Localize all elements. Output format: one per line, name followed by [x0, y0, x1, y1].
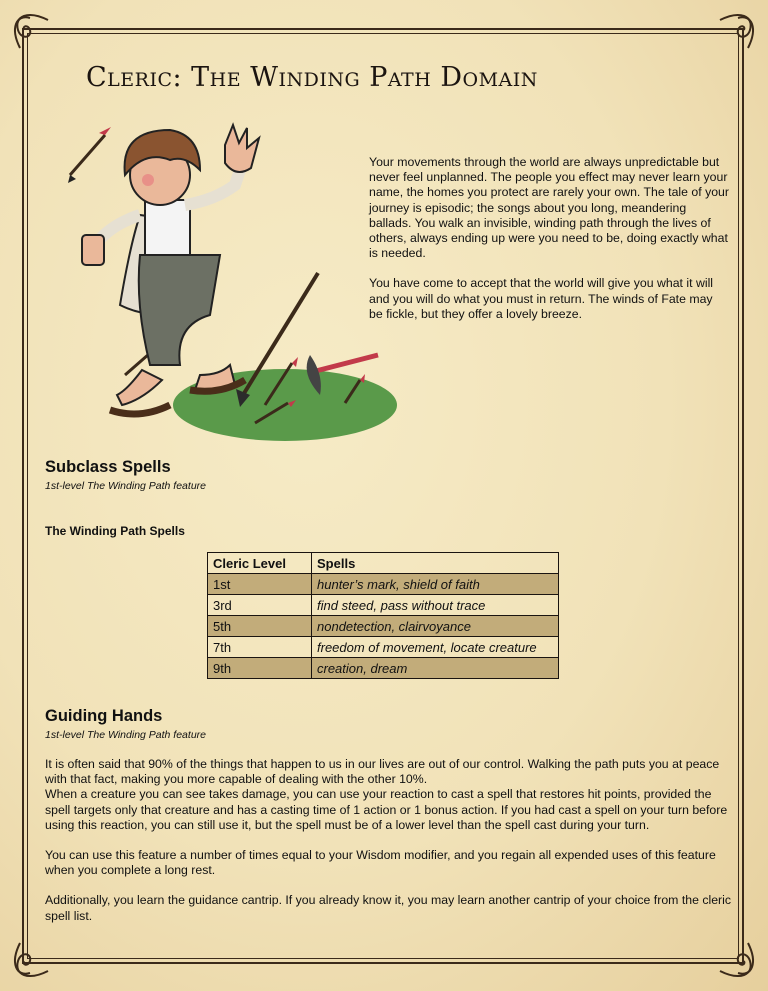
table-row: [208, 637, 559, 658]
intro-paragraph-1: Your movements through the world are always unpredictable but never feel unplanned. The people you effect may never learn your name, the homes you protect are rarely your own. The tale of your journey is episodic; the songs about you long, meandering ballads. You walk an invisible, winding path through the lives of others, always ending up were you need to be, doing exactly what is needed.: [369, 155, 729, 261]
table-cell-spells: find steed, pass without trace: [312, 595, 559, 616]
table-header-spells: Spells: [312, 553, 559, 574]
table-cell-level: 9th: [208, 658, 312, 679]
guiding-hands-paragraph-1: It is often said that 90% of the things that happen to us in our lives are out of our control. Walking the path puts you at peace with that fact, making you more capable of dealing with the other 10%.: [45, 757, 720, 787]
guiding-hands-text: [45, 757, 735, 924]
table-header-row: [208, 553, 559, 574]
guiding-hands-paragraph-3: You can use this feature a number of times equal to your Wisdom modifier, and you regain all expended uses of this feature when you complete a long rest.: [45, 848, 716, 878]
table-row: [208, 616, 559, 637]
table-row: [208, 595, 559, 616]
guiding-hands-subtitle: 1st-level The Winding Path feature: [45, 729, 206, 741]
guiding-hands-heading: Guiding Hands: [45, 707, 163, 725]
table-header-level: Cleric Level: [208, 553, 312, 574]
corner-ornament-top-right: [714, 8, 760, 54]
table-cell-spells: creation, dream: [312, 658, 559, 679]
guiding-hands-paragraph-2: When a creature you can see takes damage, you can use your reaction to cast a spell that restores hit points, provided the spell targets only that creature and has a casting time of 1 action or 1 bonus action. If you had cast a spell on your turn before using this reaction, you can still use it, but the spell must be of a lower level than the spell cast during your turn.: [45, 787, 728, 832]
corner-ornament-bottom-left: [8, 937, 54, 983]
table-cell-level: 7th: [208, 637, 312, 658]
table-cell-level: 3rd: [208, 595, 312, 616]
cleric-illustration: [60, 105, 400, 450]
subclass-spells-subtitle: 1st-level The Winding Path feature: [45, 480, 206, 492]
spells-table: [207, 552, 559, 679]
table-row: [208, 658, 559, 679]
table-cell-level: 1st: [208, 574, 312, 595]
table-row: [208, 574, 559, 595]
intro-text: [369, 155, 729, 337]
corner-ornament-bottom-right: [714, 937, 760, 983]
subclass-spells-heading: Subclass Spells: [45, 458, 171, 476]
page-title: Cleric: The Winding Path Domain: [86, 62, 538, 93]
arrow-icon: [68, 127, 111, 183]
table-cell-level: 5th: [208, 616, 312, 637]
table-cell-spells: hunter’s mark, shield of faith: [312, 574, 559, 595]
guiding-hands-paragraph-4: Additionally, you learn the guidance cantrip. If you already know it, you may learn another cantrip of your choice from the cleric spell list.: [45, 893, 732, 923]
table-cell-spells: nondetection, clairvoyance: [312, 616, 559, 637]
table-cell-spells: freedom of movement, locate creature: [312, 637, 559, 658]
spells-table-title: The Winding Path Spells: [45, 524, 185, 538]
corner-ornament-top-left: [8, 8, 54, 54]
intro-paragraph-2: You have come to accept that the world will give you what it will and you will do what you must in return. The winds of Fate may be fickle, but they offer a lovely breeze.: [369, 276, 714, 321]
